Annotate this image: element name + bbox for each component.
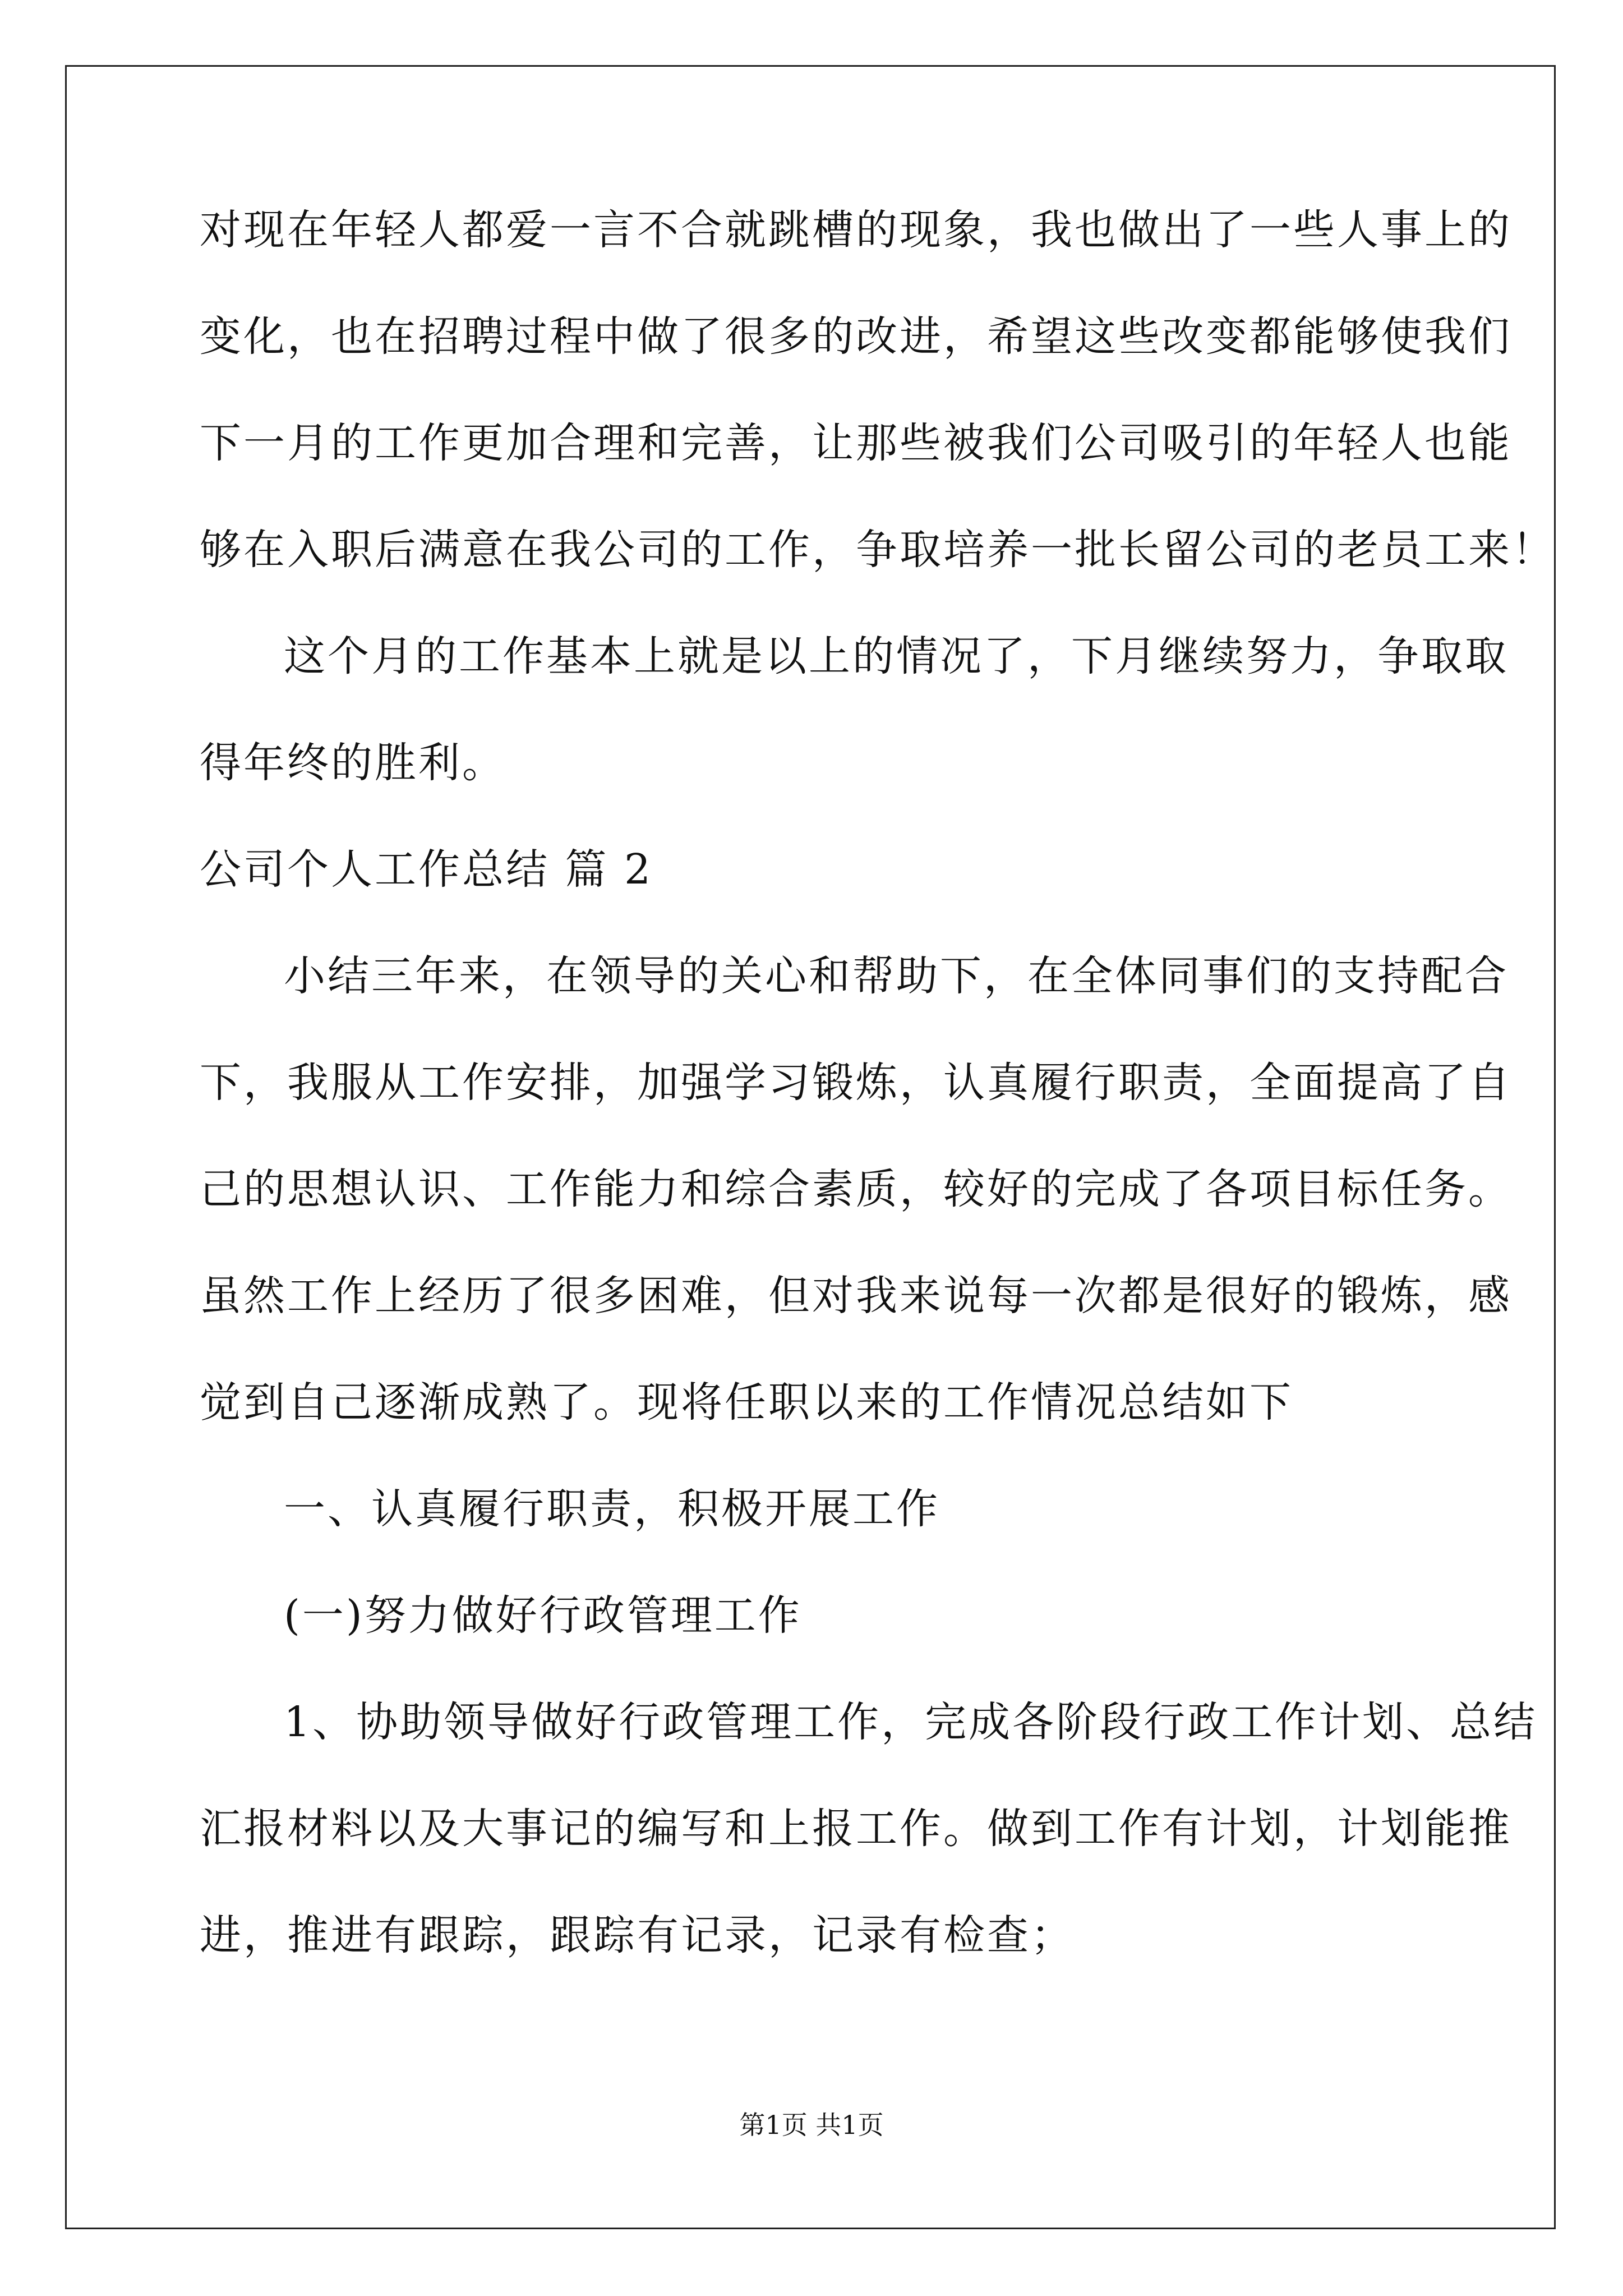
paragraph-line: 1、协助领导做好行政管理工作，完成各阶段行政工作计划、总结 xyxy=(284,1698,1538,1746)
section-heading: 公司个人工作总结 篇 2 xyxy=(200,845,653,894)
subheading-line: (一)努力做好行政管理工作 xyxy=(284,1591,802,1640)
paragraph-line: 小结三年来，在领导的关心和帮助下，在全体同事们的支持配合 xyxy=(284,952,1509,1000)
paragraph-line: 下，我服从工作安排，加强学习锻炼，认真履行职责，全面提高了自 xyxy=(200,1059,1512,1107)
paragraph-line: 下一月的工作更加合理和完善，让那些被我们公司吸引的年轻人也能 xyxy=(200,419,1512,467)
paragraph-line: 进，推进有跟踪，跟踪有记录，记录有检查； xyxy=(200,1911,1075,1959)
paragraph-line: 己的思想认识、工作能力和综合素质，较好的完成了各项目标任务。 xyxy=(200,1165,1512,1213)
paragraph-line: 变化，也在招聘过程中做了很多的改进，希望这些改变都能够使我们 xyxy=(200,312,1512,361)
paragraph-line: 觉到自己逐渐成熟了。现将任职以来的工作情况总结如下 xyxy=(200,1378,1293,1427)
paragraph-line: 得年终的胜利。 xyxy=(200,739,506,787)
paragraph-line: 这个月的工作基本上就是以上的情况了，下月继续努力，争取取 xyxy=(284,632,1509,680)
page-number-footer: 第1页 共1页 xyxy=(739,2110,884,2140)
document-body xyxy=(200,202,1556,1963)
paragraph-line: 够在入职后满意在我公司的工作，争取培养一批长留公司的老员工来！ xyxy=(200,526,1556,574)
paragraph-line: 虽然工作上经历了很多困难，但对我来说每一次都是很好的锻炼，感 xyxy=(200,1272,1512,1320)
paragraph-line: 对现在年轻人都爱一言不合就跳槽的现象，我也做出了一些人事上的 xyxy=(200,206,1512,254)
paragraph-line: 汇报材料以及大事记的编写和上报工作。做到工作有计划，计划能推 xyxy=(200,1805,1512,1853)
subheading-line: 一、认真履行职责，积极开展工作 xyxy=(284,1485,940,1533)
